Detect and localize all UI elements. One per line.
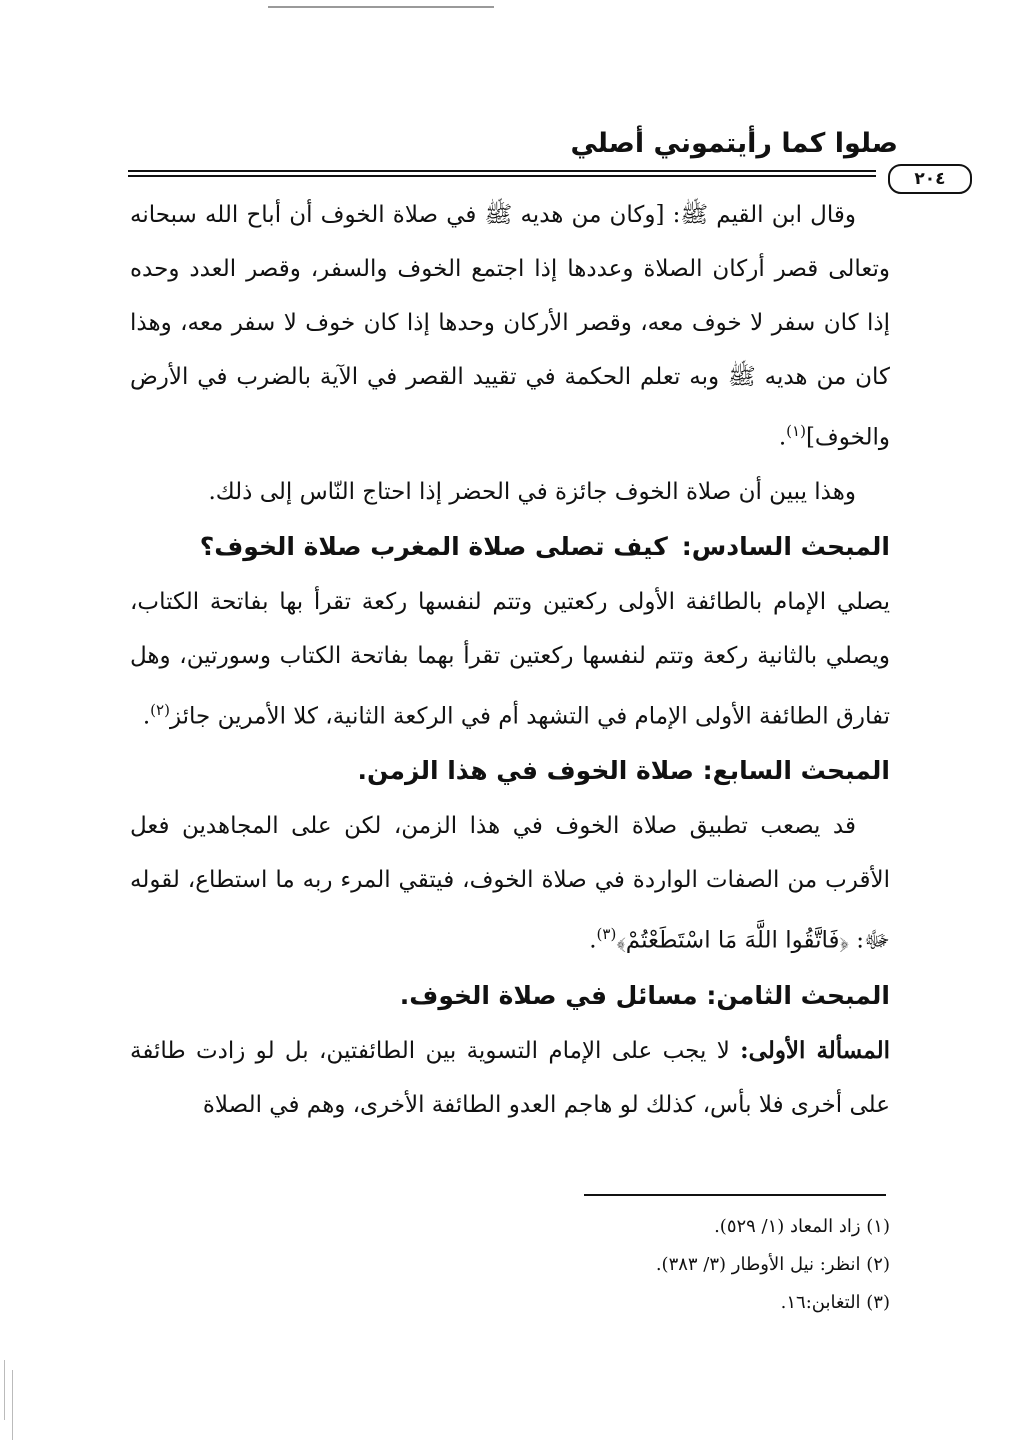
paragraph-first-issue (130, 1024, 890, 1132)
page-body (130, 188, 890, 1132)
top-scan-rule (268, 6, 494, 8)
footnote-3: (٣) التغابن:١٦. (780, 1292, 890, 1313)
footnote-ref-2: (٢) (150, 700, 170, 719)
footnote-ref-3: (٣) (596, 925, 617, 944)
paragraph-this-era: قد يصعب تطبيق صلاة الخوف في هذا الزمن، لكن على المجاهدين فعل الأقرب من الصفات الواردة في صلاة الخوف، فيتقي المرء ربه ما استطاع، لقوله ﷻ: ﴿فَاتَّقُوا اللَّهَ مَا اسْتَطَعْتُمْ﴾$^{(٣)}$. (130, 813, 890, 954)
section-6-title: كيف تصلى صلاة المغرب صلاة الخوف؟ (199, 531, 668, 561)
section-heading-6 (130, 519, 890, 575)
paragraph-hadar: وهذا يبين أن صلاة الخوف جائزة في الحضر إذا احتاج النّاس إلى ذلك. (208, 478, 856, 505)
footnote-2: (٢) انظر: نيل الأوطار (٣/ ٣٨٣). (655, 1254, 890, 1275)
paragraph-text: قد يصعب تطبيق صلاة الخوف في هذا الزمن، لكن على المجاهدين فعل الأقرب من الصفات الواردة في صلاة الخوف، فيتقي المرء ربه ما استطاع، لقوله ﷻ: ﴿فَاتَّقُوا اللَّهَ مَا اسْتَطَعْتُمْ﴾ (130, 813, 890, 954)
header-rule (128, 164, 946, 189)
footnote-1: (١) زاد المعاد (١/ ٥٢٩). (714, 1216, 890, 1237)
page-number: ٢٠٤ (888, 164, 972, 194)
running-head: صلوا كما رأيتموني أصلي (570, 128, 898, 159)
paragraph-text: وقال ابن القيم ﷺ: [وكان من هديه ﷺ في صلاة الخوف أن أباح الله سبحانه وتعالى قصر أركان الصلاة وعددها إذا اجتمع الخوف والسفر، وقصر العدد وحده إذا كان سفر لا خوف معه، وقصر الأركان وحدها إذا كان خوف لا سفر معه، وهذا كان من هديه ﷺ وبه تعلم الحكمة في تقييد القصر في الآية بالضرب في الأرض والخوف] (130, 202, 890, 451)
scan-edge-mark (12, 1370, 13, 1440)
footnote-ref-1: (١) (786, 422, 806, 440)
paragraph-text: يصلي الإمام بالطائفة الأولى ركعتين وتتم لنفسها ركعة تقرأ بها بفاتحة الكتاب، ويصلي بالثانية ركعة وتتم لنفسها ركعتين تقرأ بهما بفاتحة الكتاب وسورتين، وهل تفارق الطائفة الأولى الإمام في التشهد أم في الركعة الثانية، كلا الأمرين جائز (130, 588, 890, 730)
paragraph-text: لا يجب على الإمام التسوية بين الطائفتين، بل لو زادت طائفة على أخرى فلا بأس، كذلك لو هاجم العدو الطائفة الأخرى، وهم في الصلاة (130, 1037, 890, 1118)
paragraph-ibn-qayyim: وقال ابن القيم ﷺ: [وكان من هديه ﷺ في صلاة الخوف أن أباح الله سبحانه وتعالى قصر أركان الصلاة وعددها إذا اجتمع الخوف والسفر، وقصر العدد وحده إذا كان سفر لا خوف معه، وقصر الأركان وحدها إذا كان خوف لا سفر معه، وهذا كان من هديه ﷺ وبه تعلم الحكمة في تقييد القصر في الآية بالضرب في الأرض والخوف]$^{(١)}$. (130, 202, 890, 451)
scan-edge-mark (4, 1360, 5, 1420)
paragraph-maghrib: يصلي الإمام بالطائفة الأولى ركعتين وتتم لنفسها ركعة تقرأ بها بفاتحة الكتاب، ويصلي بالثانية ركعة وتتم لنفسها ركعتين تقرأ بهما بفاتحة الكتاب وسورتين، وهل تفارق الطائفة الأولى الإمام في التشهد أم في الركعة الثانية، كلا الأمرين جائز$^{(٢)}$. (130, 588, 890, 730)
section-6-label: المبحث السادس: (681, 531, 890, 561)
issue-label: المسألة الأولى: (740, 1036, 891, 1064)
footnote-separator (584, 1194, 886, 1196)
section-heading-8: المبحث الثامن: مسائل في صلاة الخوف. (399, 980, 890, 1010)
header-double-line (128, 170, 876, 180)
footnotes (656, 1208, 890, 1322)
section-heading-7: المبحث السابع: صلاة الخوف في هذا الزمن. (357, 756, 890, 786)
